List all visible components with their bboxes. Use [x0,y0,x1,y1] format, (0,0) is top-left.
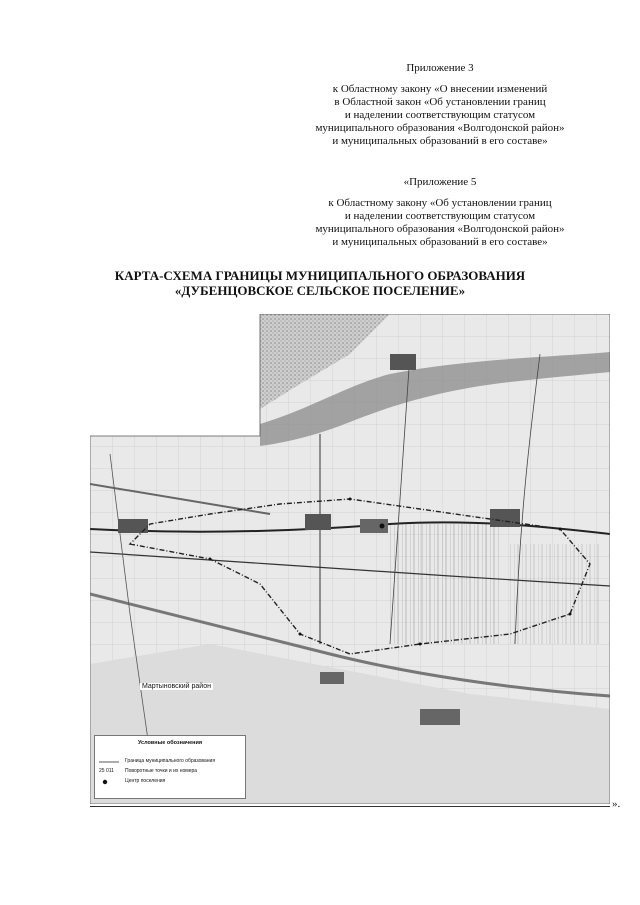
appendix-5-block [280,176,600,249]
map-legend [94,735,246,799]
legend-item [99,778,241,786]
appendix-3-heading: Приложение 3 [406,62,474,74]
appendix-3-line: к Областному закону «О внесении изменений [332,83,548,95]
legend-item-label: Центр поселения [125,778,166,784]
map-title [0,268,640,298]
appendix-5-line: и муниципальных образований в его составе» [332,236,548,248]
boundary-point [299,633,302,636]
settlement [390,354,416,370]
legend-item [99,768,241,776]
appendix-5-line: муниципального образования «Волгодонской район» [315,223,565,235]
map-title-line2: «ДУБЕНЦОВСКОЕ СЕЛЬСКОЕ ПОСЕЛЕНИЕ» [174,283,466,298]
appendix-3-line: и наделении соответствующим статусом [344,109,536,121]
boundary-point [419,643,422,646]
appendix-5-heading: «Приложение 5 [403,176,477,188]
boundary-point [569,613,572,616]
appendix-3-line: муниципального образования «Волгодонской район» [315,122,565,134]
boundary-point [349,498,352,501]
legend-item-label: Граница муниципального образования [125,758,216,764]
closing-mark: ». [612,798,621,810]
boundary-point [209,558,212,561]
region-label: Мартыновский район [142,683,211,690]
point-number-icon: 25 011 [99,768,114,774]
appendix-5-line: к Областному закону «Об установлении границ [328,197,552,209]
appendix-3-line: и муниципальных образований в его составе» [332,135,548,147]
settlement [320,672,344,684]
settlement [420,709,460,725]
settlement [490,509,520,527]
appendix-5-line: и наделении соответствующим статусом [344,210,536,222]
map-scheme [90,314,610,804]
settlement-center-dot [380,524,385,529]
boundary-line-icon [99,758,119,766]
map-title-line1: КАРТА-СХЕМА ГРАНИЦЫ МУНИЦИПАЛЬНОГО ОБРАЗОВАНИЯ [114,268,526,283]
center-dot-icon [99,778,119,786]
appendix-3-line: в Областной закон «Об установлении границ [334,96,546,108]
field-block [390,524,500,644]
settlement [305,514,331,530]
boundary-point [559,528,562,531]
legend-heading: Условные обозначения [137,740,203,746]
legend-item-label: Поворотные точки и их номера [125,768,198,774]
legend-item [99,758,241,766]
bottom-rule [90,806,610,807]
appendix-3-block [280,62,600,148]
